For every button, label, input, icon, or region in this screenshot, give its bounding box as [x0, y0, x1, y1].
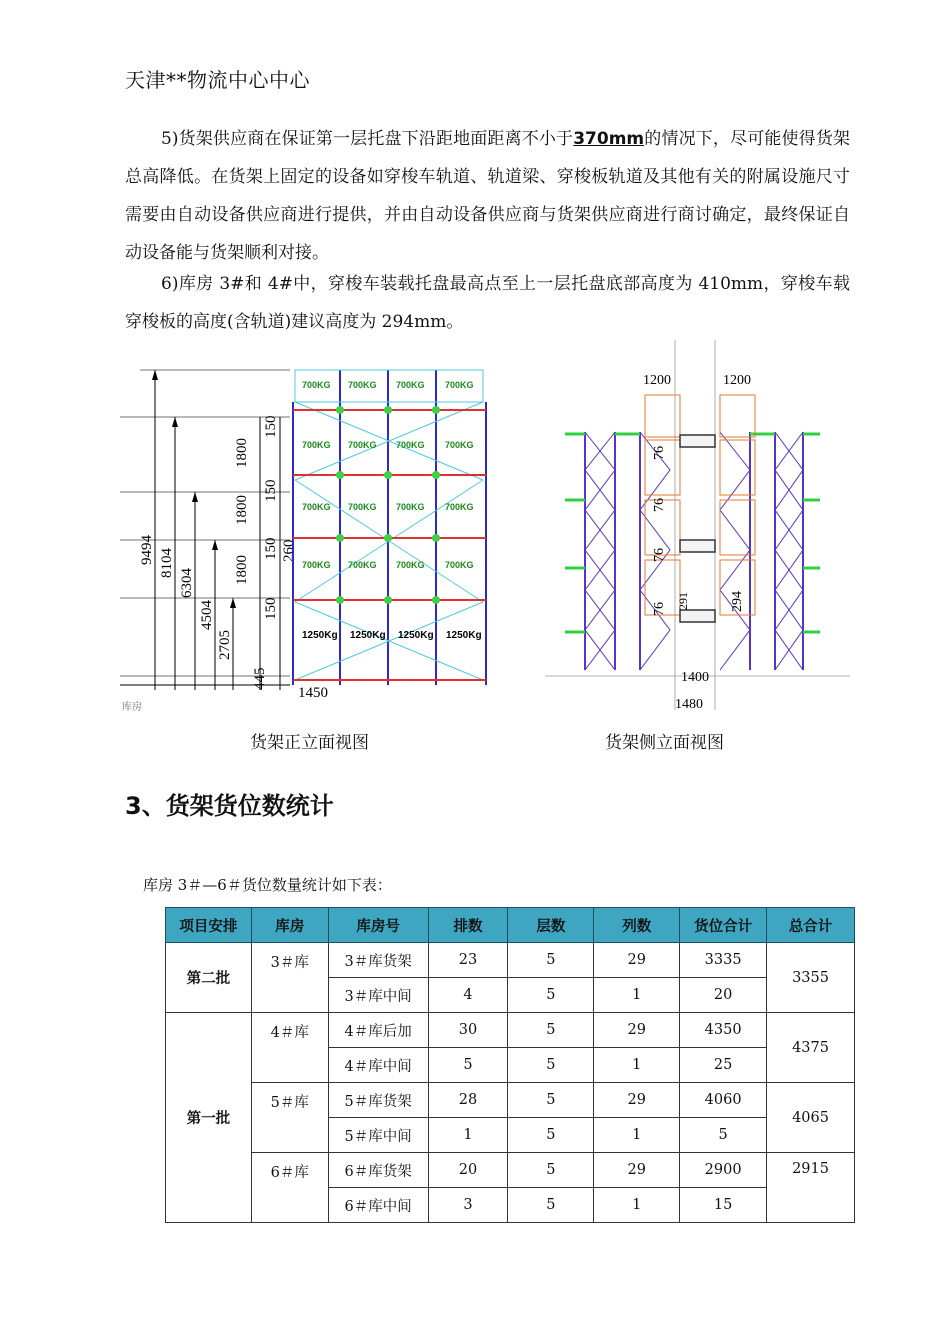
- sum-cell: 3335: [680, 943, 767, 978]
- total-cell: 4065: [767, 1083, 855, 1153]
- warehouse-no-cell: 5＃库中间: [328, 1118, 428, 1153]
- storage-stats-table: [165, 907, 855, 1223]
- cols-cell: 29: [594, 1013, 680, 1048]
- bottom-dim-1400: 1400: [681, 670, 709, 685]
- rows-cell: 23: [428, 943, 508, 978]
- height-dim-9494: 9494: [139, 535, 155, 565]
- rows-cell: 28: [428, 1083, 508, 1118]
- width-dim-left: 1200: [643, 373, 671, 388]
- col-header: 库房号: [328, 908, 428, 943]
- sum-cell: 15: [680, 1188, 767, 1223]
- levels-cell: 5: [508, 1118, 594, 1153]
- total-cell: 4375: [767, 1013, 855, 1083]
- table-row: [166, 943, 855, 978]
- levels-cell: 5: [508, 943, 594, 978]
- side-view-caption: 货架侧立面视图: [605, 733, 724, 753]
- height-dim-445: 445: [252, 667, 268, 690]
- side-elevation-drawing: [545, 340, 850, 710]
- levels-cell: 5: [508, 1083, 594, 1118]
- dim-76: 76: [652, 602, 667, 616]
- paragraph-6: [125, 265, 850, 341]
- table-row: [166, 1153, 855, 1188]
- bay-width-dim: 1450: [298, 685, 328, 701]
- load-label: 700KG: [445, 440, 474, 450]
- warehouse-no-cell: 3＃库中间: [328, 978, 428, 1013]
- sum-cell: 2900: [680, 1153, 767, 1188]
- col-header: 货位合计: [680, 908, 767, 943]
- levels-cell: 5: [508, 1013, 594, 1048]
- batch-cell: 第二批: [166, 943, 252, 1013]
- gap-dim-150-a: 150: [263, 415, 279, 438]
- dim-76: 76: [652, 498, 667, 512]
- load-label: 700KG: [348, 502, 377, 512]
- paragraph-5: [125, 120, 850, 272]
- load-label: 700KG: [348, 380, 377, 390]
- dim-76: 76: [652, 446, 667, 460]
- height-dim-8104: 8104: [159, 548, 175, 578]
- warehouse-no-cell: 6＃库货架: [328, 1153, 428, 1188]
- warehouse-no-cell: 4＃库后加: [328, 1013, 428, 1048]
- level-dim-1800-b: 1800: [234, 495, 250, 525]
- height-dim-6304: 6304: [179, 568, 195, 598]
- warehouse-cell: 3＃库: [251, 943, 328, 1013]
- col-header: 库房: [251, 908, 328, 943]
- warehouse-no-cell: 3＃库货架: [328, 943, 428, 978]
- document-header-title: 天津**物流中心中心: [125, 68, 310, 92]
- paragraph-6-text: 6)库房 3#和 4#中，穿梭车装载托盘最高点至上一层托盘底部高度为 410mm，穿梭车载穿梭板的高度(含轨道)建议高度为 294mm。: [125, 274, 850, 332]
- height-dim-2705: 2705: [217, 630, 233, 660]
- front-view-caption: 货架正立面视图: [250, 733, 369, 753]
- bottom-dim-1480: 1480: [675, 697, 703, 710]
- sum-cell: 20: [680, 978, 767, 1013]
- load-label: 700KG: [348, 440, 377, 450]
- table-row: [166, 1083, 855, 1118]
- gap-dim-260: 260: [281, 539, 297, 562]
- levels-cell: 5: [508, 1048, 594, 1083]
- sum-cell: 5: [680, 1118, 767, 1153]
- warehouse-cell: 4＃库: [251, 1013, 328, 1083]
- load-label: 700KG: [396, 560, 425, 570]
- width-dim-right: 1200: [723, 373, 751, 388]
- level-dim-1800-c: 1800: [234, 555, 250, 585]
- load-label-lower: 1250Kg: [446, 630, 482, 641]
- rows-cell: 30: [428, 1013, 508, 1048]
- load-label: 700KG: [445, 560, 474, 570]
- cols-cell: 29: [594, 1153, 680, 1188]
- table-header-row: [166, 908, 855, 943]
- col-header: 排数: [428, 908, 508, 943]
- sum-cell: 4350: [680, 1013, 767, 1048]
- table-intro: 库房 3＃—6＃货位数量统计如下表：: [143, 876, 392, 894]
- gap-dim-150-d: 150: [263, 597, 279, 620]
- load-label-lower: 1250Kg: [350, 630, 386, 641]
- load-label: 700KG: [302, 502, 331, 512]
- load-label-lower: 1250Kg: [398, 630, 434, 641]
- load-label: 700KG: [348, 560, 377, 570]
- cols-cell: 1: [594, 1118, 680, 1153]
- load-label-lower: 1250Kg: [302, 630, 338, 641]
- col-header: 项目安排: [166, 908, 252, 943]
- load-label: 700KG: [445, 502, 474, 512]
- sum-cell: 25: [680, 1048, 767, 1083]
- total-cell: 3355: [767, 943, 855, 1013]
- min-height-value: 370mm: [573, 129, 645, 149]
- load-label: 700KG: [396, 440, 425, 450]
- col-header: 列数: [594, 908, 680, 943]
- paragraph-5-text: 5)货架供应商在保证第一层托盘下沿距地面距离不小于: [161, 129, 574, 149]
- col-header: 层数: [508, 908, 594, 943]
- cols-cell: 1: [594, 978, 680, 1013]
- sum-cell: 4060: [680, 1083, 767, 1118]
- rows-cell: 4: [428, 978, 508, 1013]
- load-label: 700KG: [445, 380, 474, 390]
- front-elevation-drawing: [120, 340, 500, 712]
- cols-cell: 1: [594, 1048, 680, 1083]
- gap-dim-150-b: 150: [263, 479, 279, 502]
- warehouse-no-cell: 6＃库中间: [328, 1188, 428, 1223]
- cols-cell: 29: [594, 1083, 680, 1118]
- rows-cell: 20: [428, 1153, 508, 1188]
- rows-cell: 1: [428, 1118, 508, 1153]
- dim-76: 76: [652, 548, 667, 562]
- load-label: 700KG: [302, 560, 331, 570]
- warehouse-cell: 5＃库: [251, 1083, 328, 1153]
- load-label: 700KG: [302, 380, 331, 390]
- dim-291: 291: [676, 592, 690, 610]
- dim-294: 294: [730, 591, 745, 612]
- drawing-corner-mark: 库房: [122, 702, 142, 712]
- load-label: 700KG: [396, 502, 425, 512]
- cols-cell: 29: [594, 943, 680, 978]
- load-label: 700KG: [396, 380, 425, 390]
- total-cell: 2915: [767, 1153, 855, 1223]
- rows-cell: 5: [428, 1048, 508, 1083]
- height-dim-4504: 4504: [199, 600, 215, 630]
- warehouse-no-cell: 5＃库货架: [328, 1083, 428, 1118]
- batch-cell: 第一批: [166, 1013, 252, 1223]
- load-label: 700KG: [302, 440, 331, 450]
- levels-cell: 5: [508, 978, 594, 1013]
- rows-cell: 3: [428, 1188, 508, 1223]
- col-header: 总合计: [767, 908, 855, 943]
- paragraph-5-text-cont: 的情况下，尽可能使得货架总高降低。在货架上固定的设备如穿梭车轨道、轨道梁、穿梭板轨道及其他有关的附属设施尺寸需要由自动设备供应商进行提供，并由自动设备供应商与货架供应商进行商讨确定，最终保证自动设备能与货架顺利对接。: [125, 129, 850, 263]
- warehouse-no-cell: 4＃库中间: [328, 1048, 428, 1083]
- gap-dim-150-c: 150: [263, 537, 279, 560]
- cols-cell: 1: [594, 1188, 680, 1223]
- levels-cell: 5: [508, 1188, 594, 1223]
- table-row: [166, 1013, 855, 1048]
- level-dim-1800-a: 1800: [234, 438, 250, 468]
- warehouse-cell: 6＃库: [251, 1153, 328, 1223]
- levels-cell: 5: [508, 1153, 594, 1188]
- section-title: 3、货架货位数统计: [125, 792, 334, 820]
